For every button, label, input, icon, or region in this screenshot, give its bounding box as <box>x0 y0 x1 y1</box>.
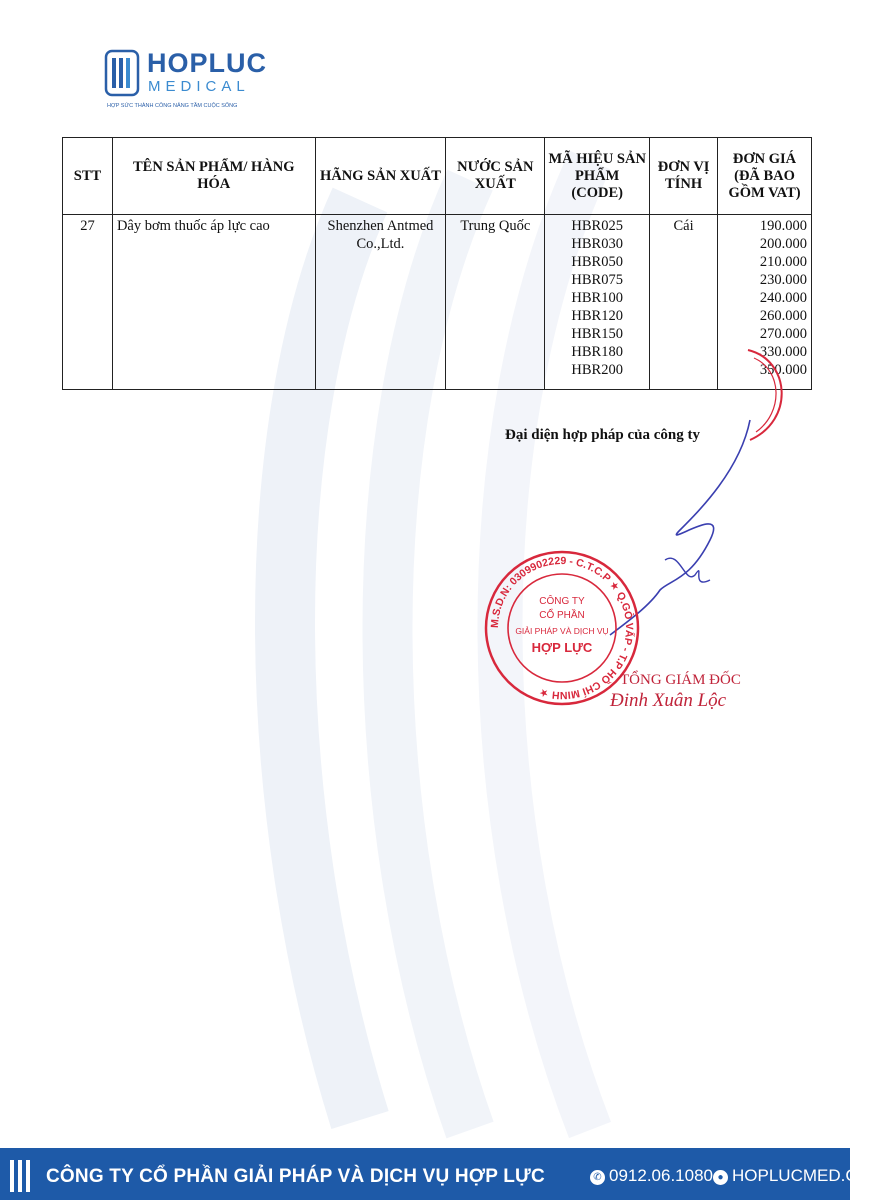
header-product: TÊN SẢN PHẨM/ HÀNG HÓA <box>112 138 315 215</box>
price-item: 230.000 <box>759 272 807 288</box>
stamp-line-4: HỢP LỰC <box>531 640 593 655</box>
cell-manufacturer: Shenzhen Antmed Co.,Ltd. <box>315 215 446 390</box>
company-stamp <box>482 548 642 708</box>
table-row <box>63 215 812 390</box>
price-table <box>62 137 812 390</box>
price-item: 200.000 <box>759 236 807 252</box>
code-item: HBR025 <box>571 218 623 234</box>
company-logo <box>105 48 265 118</box>
code-item: HBR050 <box>571 254 623 270</box>
cell-codes <box>545 215 650 390</box>
logo-subtitle: MEDICAL <box>148 78 250 95</box>
code-item: HBR200 <box>571 362 623 378</box>
footer-phone-text: 0912.06.1080 <box>609 1166 713 1185</box>
legal-representative-label: Đại diện hợp pháp của công ty <box>505 427 701 443</box>
stamp-line-2: CỔ PHẦN <box>539 610 585 621</box>
header-price: ĐƠN GIÁ (ĐÃ BAO GỒM VAT) <box>718 138 812 215</box>
cell-prices <box>718 215 812 390</box>
stamp-line-1: CÔNG TY <box>539 596 585 607</box>
footer-logo-icon <box>8 1158 38 1194</box>
globe-icon: ● <box>713 1170 728 1185</box>
code-item: HBR075 <box>571 272 623 288</box>
table-header-row <box>63 138 812 215</box>
footer-website <box>713 1166 885 1186</box>
price-item: 270.000 <box>759 326 807 342</box>
cell-unit: Cái <box>650 215 718 390</box>
price-item: 330.000 <box>759 344 807 360</box>
director-title: TỔNG GIÁM ĐỐC <box>620 672 741 688</box>
stamp-line-3: GIẢI PHÁP VÀ DỊCH VỤ <box>515 626 609 636</box>
footer-bar <box>0 1148 885 1200</box>
logo-tagline: HỢP SỨC THÀNH CÔNG NÂNG TẦM CUỘC SỐNG <box>107 103 238 109</box>
price-item: 190.000 <box>759 218 807 234</box>
director-name: Đinh Xuân Lộc <box>610 690 727 711</box>
footer-company-name: CÔNG TY CỔ PHẦN GIẢI PHÁP VÀ DỊCH VỤ HỢP LỰC <box>46 1166 545 1187</box>
code-item: HBR180 <box>571 344 623 360</box>
header-stt: STT <box>63 138 113 215</box>
price-item: 210.000 <box>759 254 807 270</box>
logo-name: HOPLUC <box>147 48 267 78</box>
cell-product: Dây bơm thuốc áp lực cao <box>112 215 315 390</box>
phone-icon: ✆ <box>590 1170 605 1185</box>
header-manufacturer: HÃNG SẢN XUẤT <box>315 138 446 215</box>
price-item: 240.000 <box>759 290 807 306</box>
code-item: HBR120 <box>571 308 623 324</box>
code-item: HBR030 <box>571 236 623 252</box>
cell-country: Trung Quốc <box>446 215 545 390</box>
cell-stt: 27 <box>63 215 113 390</box>
logo-mark-icon <box>105 50 139 96</box>
header-country: NƯỚC SẢN XUẤT <box>446 138 545 215</box>
footer-phone <box>590 1166 713 1186</box>
code-item: HBR100 <box>571 290 623 306</box>
header-unit: ĐƠN VỊ TÍNH <box>650 138 718 215</box>
price-item: 350.000 <box>759 362 807 378</box>
header-code: MÃ HIỆU SẢN PHẨM (CODE) <box>545 138 650 215</box>
code-item: HBR150 <box>571 326 623 342</box>
stamp-outer-text: M.S.D.N: 0309902229 - C.T.C.P ★ Q.GÒ VẤP - T.P HỒ CHÍ MINH ★ <box>488 554 636 702</box>
footer-website-text: HOPLUCMED.COM <box>732 1166 885 1185</box>
price-item: 260.000 <box>759 308 807 324</box>
